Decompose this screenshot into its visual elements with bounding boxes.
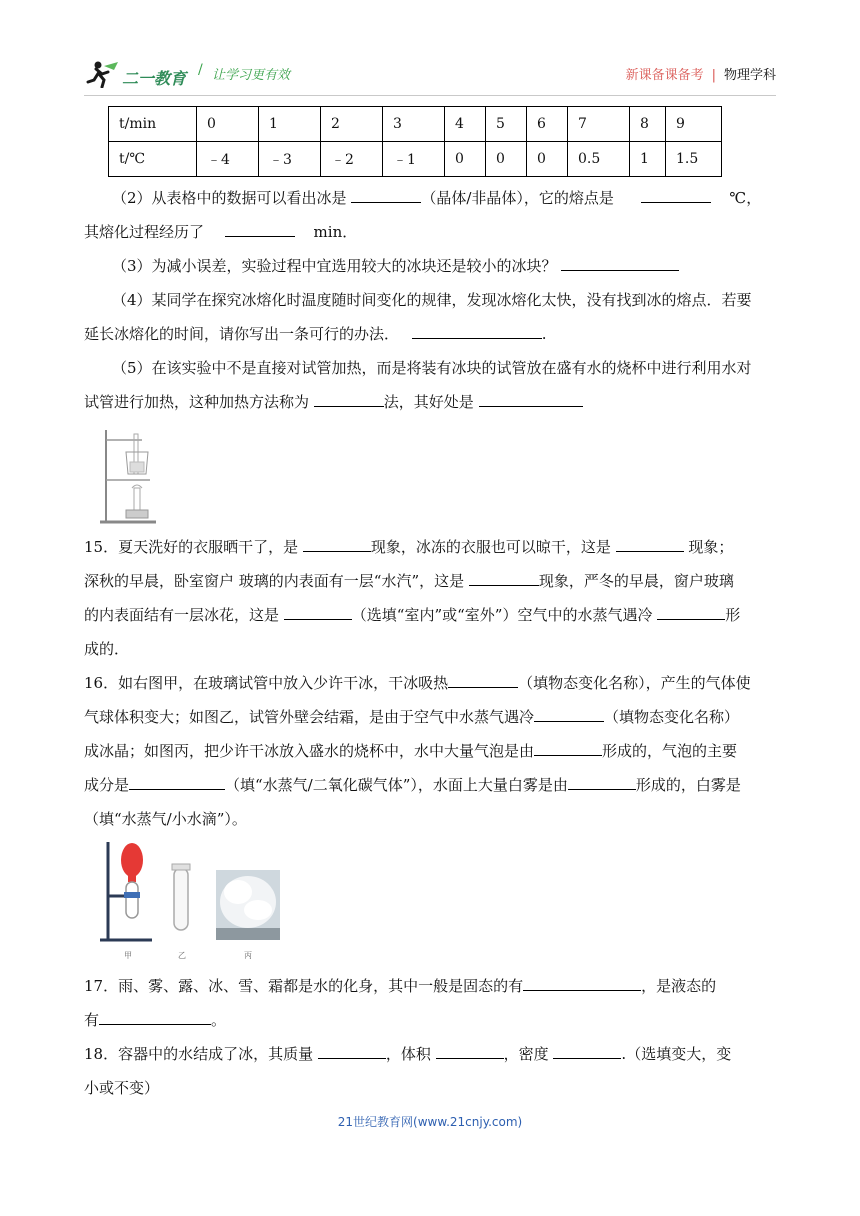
- answer-blank[interactable]: [534, 707, 604, 722]
- header-course-label: 新课备课备考: [625, 68, 704, 83]
- answer-blank[interactable]: [351, 188, 421, 203]
- q16-text-b: （填物态变化名称），产生的气体使: [518, 674, 751, 692]
- q3-text: （3）为减小误差，实验过程中宜选用较大的冰块还是较小的冰块？: [112, 257, 562, 275]
- q15-text-d: 深秋的早晨，卧室窗户 玻璃的内表面有一层“水汽”，这是: [84, 572, 469, 590]
- q18-text-c: ，密度: [503, 1045, 554, 1063]
- q16-text-f: 形成的，气泡的主要: [602, 742, 738, 760]
- question-15-line-4: [84, 639, 776, 659]
- answer-blank[interactable]: [479, 392, 583, 407]
- table-cell: 1: [630, 142, 666, 177]
- q15-text-i: 成的．: [84, 640, 130, 658]
- answer-blank[interactable]: [99, 1010, 211, 1025]
- q16-figures: [98, 840, 284, 964]
- q5-text-c: 法，其好处是: [383, 393, 479, 411]
- table-cell: 9: [666, 107, 722, 142]
- question-5-line-1: [112, 358, 804, 378]
- answer-blank[interactable]: [412, 324, 542, 339]
- answer-blank[interactable]: [225, 222, 295, 237]
- answer-blank[interactable]: [553, 1044, 621, 1059]
- q15-text-a: 15．夏天洗好的衣服晒干了，是: [84, 538, 303, 556]
- q4-text-b: 延长冰熔化的时间，请你写出一条可行的办法．: [84, 325, 404, 343]
- answer-blank[interactable]: [314, 392, 384, 407]
- question-4-line-2: [84, 324, 776, 344]
- slogan-text: 让学习更有效: [212, 68, 291, 83]
- question-18-line-2: [84, 1078, 776, 1098]
- question-2-line-1: [112, 188, 804, 208]
- table-cell: 8: [630, 107, 666, 142]
- runner-icon: [84, 60, 120, 88]
- q4-text-a: （4）某同学在探究冰熔化时温度随时间变化的规律，发现冰熔化太快，没有找到冰的熔点．若要: [112, 291, 752, 309]
- q18-text-e: 小或不变）: [84, 1079, 160, 1097]
- answer-blank[interactable]: [641, 188, 711, 203]
- table-cell: 6: [527, 107, 568, 142]
- figure-caption-yi: 乙: [178, 951, 186, 960]
- q16-text-g: 成分是: [84, 776, 130, 794]
- table-row: [109, 107, 722, 142]
- q16-text-a: 16．如右图甲，在玻璃试管中放入少许干冰，干冰吸热: [84, 674, 449, 692]
- table-cell: 0: [197, 107, 259, 142]
- answer-blank[interactable]: [318, 1044, 386, 1059]
- table-cell: 3: [383, 107, 445, 142]
- question-2-line-2: [84, 222, 776, 242]
- answer-blank[interactable]: [523, 976, 641, 991]
- table-cell: ﹣1: [383, 142, 445, 177]
- q16-text-e: 成冰晶；如图丙，把少许干冰放入盛水的烧杯中，水中大量气泡是由: [84, 742, 535, 760]
- answer-blank[interactable]: [436, 1044, 504, 1059]
- table-row: [109, 142, 722, 177]
- table-cell: 0: [527, 142, 568, 177]
- question-4-line-1: [112, 290, 804, 310]
- question-18-line-1: [84, 1044, 776, 1064]
- answer-blank[interactable]: [129, 775, 225, 790]
- answer-blank[interactable]: [448, 673, 518, 688]
- table-cell: ﹣3: [259, 142, 321, 177]
- answer-blank[interactable]: [534, 741, 602, 756]
- q5-text-b: 试管进行加热，这种加热方法称为: [84, 393, 314, 411]
- question-15-line-3: [84, 605, 776, 625]
- q15-text-c: 现象；: [683, 538, 734, 556]
- question-17-line-2: [84, 1010, 776, 1030]
- q2-text-b: （晶体/非晶体），它的熔点是: [421, 189, 619, 207]
- question-5-line-2: [84, 392, 776, 412]
- answer-blank[interactable]: [616, 537, 684, 552]
- question-16-line-5: [84, 809, 776, 829]
- answer-blank[interactable]: [469, 571, 539, 586]
- question-16-line-1: [84, 673, 776, 693]
- q17-text-b: ，是液态的: [641, 977, 717, 995]
- answer-blank[interactable]: [657, 605, 725, 620]
- q16-text-i: 形成的，白雾是: [635, 776, 741, 794]
- table-cell: 0: [445, 142, 486, 177]
- header-subject: [626, 64, 776, 83]
- header-subject-label: 物理学科: [723, 68, 776, 83]
- q2-text-c: ℃，: [724, 189, 762, 207]
- q16-text-d: （填物态变化名称）: [604, 708, 740, 726]
- q15-text-e: 现象，严冬的早晨，窗户玻璃: [538, 572, 734, 590]
- q5-text-a: （5）在该实验中不是直接对试管加热，而是将装有冰块的试管放在盛有水的烧杯中进行利用水对: [112, 359, 752, 377]
- apparatus-figure: [98, 428, 160, 524]
- question-15-line-2: [84, 571, 776, 591]
- slogan-divider: /: [198, 62, 203, 78]
- question-3: [112, 256, 804, 276]
- table-cell: ﹣2: [321, 142, 383, 177]
- table-cell: 0: [486, 142, 527, 177]
- question-16-line-3: [84, 741, 776, 761]
- header-divider: |: [711, 68, 716, 83]
- table-cell: t/min: [109, 107, 197, 142]
- q16-text-j: （填“水蒸气/小水滴”）。: [84, 810, 247, 828]
- table-cell: t/℃: [109, 142, 197, 177]
- question-15-line-1: [84, 537, 776, 557]
- table-cell: 2: [321, 107, 383, 142]
- question-16-line-2: [84, 707, 776, 727]
- answer-blank[interactable]: [303, 537, 371, 552]
- question-17-line-1: [84, 976, 776, 996]
- heating-apparatus-icon: [98, 428, 160, 524]
- table-cell: ﹣4: [197, 142, 259, 177]
- q2-text-d: 其熔化过程经历了: [84, 223, 209, 241]
- table-cell: 1.5: [666, 142, 722, 177]
- temperature-table: [108, 106, 722, 177]
- page-footer[interactable]: 21世纪教育网(www.21cnjy.com): [337, 1115, 523, 1129]
- answer-blank[interactable]: [568, 775, 636, 790]
- q18-text-a: 18．容器中的水结成了冰，其质量: [84, 1045, 318, 1063]
- table-cell: 0.5: [568, 142, 630, 177]
- table-cell: 1: [259, 107, 321, 142]
- q17-text-a: 17．雨、雾、露、冰、雪、霜都是水的化身，其中一般是固态的有: [84, 977, 524, 995]
- q4-text-c: .: [541, 325, 547, 343]
- q16-text-c: 气球体积变大；如图乙，试管外壁会结霜，是由于空气中水蒸气遇冷: [84, 708, 535, 726]
- q2-text-a: （2）从表格中的数据可以看出冰是: [112, 189, 352, 207]
- q15-text-f: 的内表面结有一层冰花，这是: [84, 606, 284, 624]
- q16-text-h: （填“水蒸气/二氧化碳气体”），水面上大量白雾是由: [225, 776, 568, 794]
- question-16-line-4: [84, 775, 776, 795]
- dry-ice-experiment-icon: [98, 840, 284, 944]
- q2-text-e: min．: [308, 223, 358, 241]
- answer-blank[interactable]: [561, 256, 679, 271]
- header-rule: [84, 95, 776, 96]
- q18-text-b: ，体积: [385, 1045, 436, 1063]
- table-cell: 5: [486, 107, 527, 142]
- q15-text-g: （选填“室内”或“室外”）空气中的水蒸气遇冷: [351, 606, 658, 624]
- table-cell: 7: [568, 107, 630, 142]
- answer-blank[interactable]: [284, 605, 352, 620]
- q18-text-d: .（选填变大，变: [621, 1045, 732, 1063]
- brand-name: 二一教育: [122, 69, 187, 88]
- figure-caption-jia: 甲: [124, 951, 132, 960]
- page-header: [84, 54, 776, 94]
- q17-text-d: 。: [211, 1011, 227, 1029]
- q17-text-c: 有: [84, 1011, 100, 1029]
- q15-text-h: 形: [725, 606, 741, 624]
- q15-text-b: 现象，冰冻的衣服也可以晾干，这是: [370, 538, 616, 556]
- figure-caption-bing: 丙: [244, 951, 252, 960]
- table-cell: 4: [445, 107, 486, 142]
